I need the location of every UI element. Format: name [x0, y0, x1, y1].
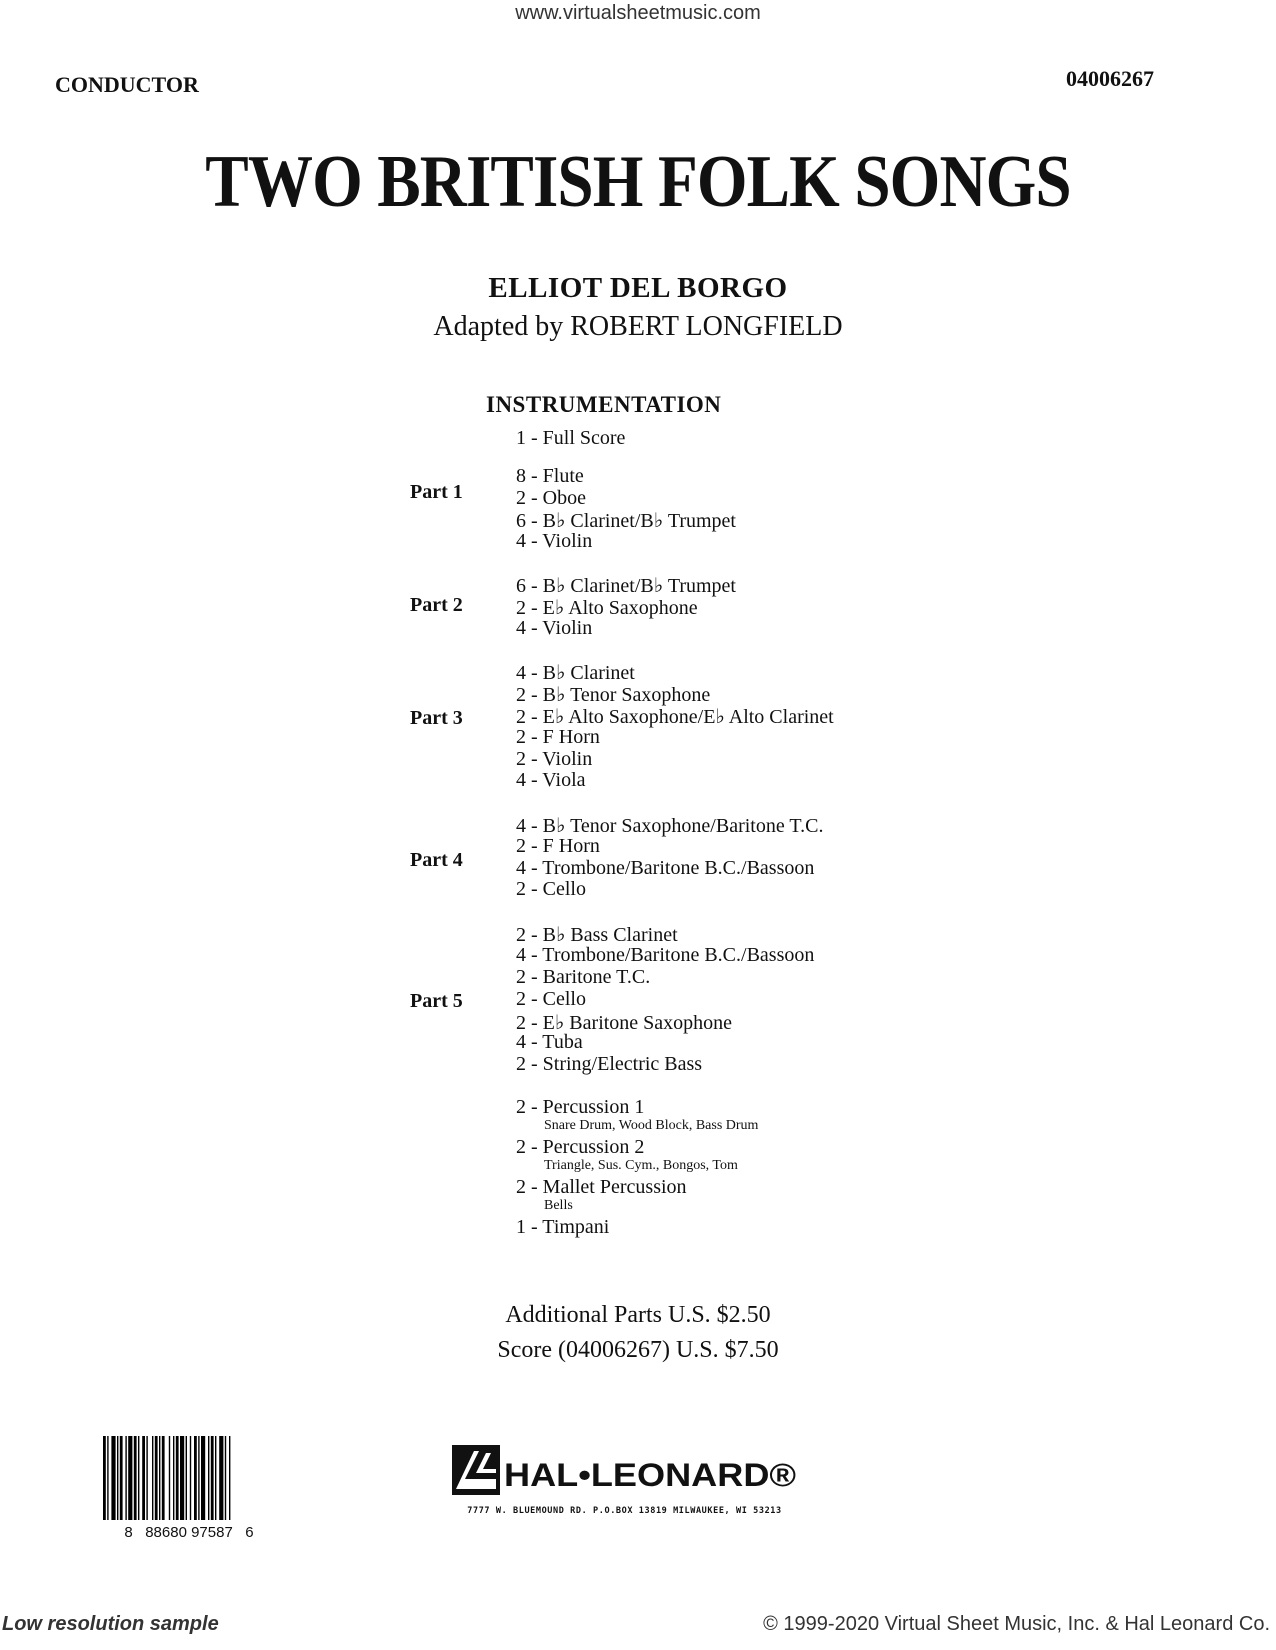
barcode-bar: [219, 1436, 223, 1520]
list-item: 2 - F Horn: [516, 726, 600, 748]
barcode-bar: [159, 1436, 160, 1520]
barcode-bar: [146, 1436, 147, 1520]
barcode-bar: [111, 1436, 115, 1520]
barcode-bar: [201, 1436, 205, 1520]
list-item-detail: Snare Drum, Wood Block, Bass Drum: [544, 1118, 759, 1133]
barcode-bar: [173, 1436, 174, 1520]
barcode-bar: [107, 1436, 108, 1520]
barcode-bar: [117, 1436, 118, 1520]
publisher-address: 7777 W. BLUEMOUND RD. P.O.BOX 13819 MILWAUKEE, WI 53213: [467, 1506, 782, 1516]
barcode-bar: [211, 1436, 214, 1520]
list-item: 2 - B♭ Tenor Saxophone: [516, 684, 711, 706]
list-item: 2 - Percussion 1: [516, 1096, 645, 1118]
list-item: 2 - String/Electric Bass: [516, 1053, 703, 1075]
list-item: 2 - Mallet Percussion: [516, 1176, 687, 1198]
barcode-bar: [162, 1436, 165, 1520]
list-item: 4 - Trombone/Baritone B.C./Bassoon: [516, 857, 815, 879]
barcode-bar: [142, 1436, 145, 1520]
part-5-label: Part 5: [410, 990, 463, 1012]
full-score-line: 1 - Full Score: [516, 427, 626, 449]
part-1-label: Part 1: [410, 481, 463, 503]
barcode-bar: [225, 1436, 226, 1520]
barcode-bar: [229, 1436, 230, 1520]
barcode-bar: [134, 1436, 137, 1520]
barcode-bar: [169, 1436, 170, 1520]
list-item-detail: Bells: [544, 1198, 573, 1213]
part-3-label: Part 3: [410, 707, 463, 729]
barcode-number: 8 88680 97587 6: [124, 1524, 254, 1541]
barcode-bar: [176, 1436, 179, 1520]
arranger-credit: Adapted by ROBERT LONGFIELD: [433, 311, 843, 342]
barcode-bar: [155, 1436, 158, 1520]
list-item: 4 - B♭ Clarinet: [516, 662, 635, 684]
list-item: 2 - Violin: [516, 748, 593, 770]
list-item: 6 - B♭ Clarinet/B♭ Trumpet: [516, 575, 736, 597]
barcode-bar: [128, 1436, 132, 1520]
copyright-notice: © 1999-2020 Virtual Sheet Music, Inc. & Hal Leonard Co.: [763, 1613, 1270, 1635]
barcode-bar: [186, 1436, 187, 1520]
barcode-bar: [208, 1436, 209, 1520]
list-item: 4 - Tuba: [516, 1031, 583, 1053]
list-item-detail: Triangle, Sus. Cym., Bongos, Tom: [544, 1158, 738, 1173]
list-item: 2 - F Horn: [516, 835, 600, 857]
site-url: www.virtualsheetmusic.com: [515, 2, 761, 24]
barcode-bar: [138, 1436, 139, 1520]
barcode: [91, 1436, 287, 1542]
list-item: 4 - Viola: [516, 769, 586, 791]
list-item: 4 - Trombone/Baritone B.C./Bassoon: [516, 944, 815, 966]
instrumentation-heading: INSTRUMENTATION: [486, 392, 722, 417]
barcode-bar: [180, 1436, 184, 1520]
list-item: 2 - B♭ Bass Clarinet: [516, 924, 678, 946]
list-item: 4 - Violin: [516, 530, 593, 552]
part-4-label: Part 4: [410, 849, 463, 871]
score-price: Score (04006267) U.S. $7.50: [497, 1337, 779, 1363]
list-item: 4 - Violin: [516, 617, 593, 639]
list-item: 1 - Timpani: [516, 1216, 610, 1238]
additional-parts-price: Additional Parts U.S. $2.50: [505, 1302, 771, 1328]
list-item: 4 - B♭ Tenor Saxophone/Baritone T.C.: [516, 815, 824, 837]
list-item: 8 - Flute: [516, 465, 584, 487]
barcode-bar: [103, 1436, 106, 1520]
list-item: 2 - E♭ Baritone Saxophone: [516, 1012, 733, 1034]
list-item: 2 - E♭ Alto Saxophone: [516, 597, 698, 619]
list-item: 6 - B♭ Clarinet/B♭ Trumpet: [516, 510, 736, 532]
sample-note: Low resolution sample: [2, 1613, 219, 1635]
conductor-label: CONDUCTOR: [55, 72, 199, 97]
part-2-label: Part 2: [410, 594, 463, 616]
list-item: 2 - Baritone T.C.: [516, 966, 651, 988]
list-item: 2 - Cello: [516, 988, 586, 1010]
list-item: 2 - E♭ Alto Saxophone/E♭ Alto Clarinet: [516, 706, 834, 728]
list-item: 2 - Oboe: [516, 487, 586, 509]
publisher-name: HAL•LEONARD®: [504, 1457, 797, 1493]
page-title: TWO BRITISH FOLK SONGS: [205, 141, 1071, 223]
catalog-code: 04006267: [1066, 66, 1154, 91]
barcode-bar: [190, 1436, 191, 1520]
barcode-bar: [198, 1436, 199, 1520]
barcode-bar: [120, 1436, 123, 1520]
barcode-bar: [125, 1436, 126, 1520]
composer-name: ELLIOT DEL BORGO: [488, 272, 788, 304]
hal-leonard-logo: [452, 1443, 800, 1501]
list-item: 2 - Percussion 2: [516, 1136, 645, 1158]
barcode-bar: [215, 1436, 216, 1520]
list-item: 2 - Cello: [516, 878, 586, 900]
barcode-bar: [194, 1436, 197, 1520]
barcode-bar: [152, 1436, 153, 1520]
